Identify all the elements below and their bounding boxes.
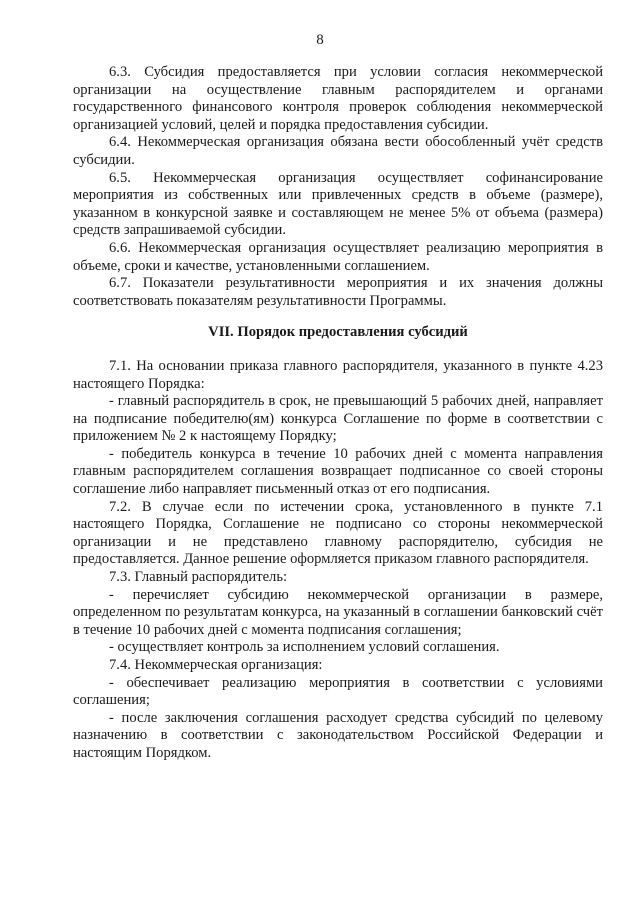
list-item-7-4-a: - обеспечивает реализацию мероприятия в соответствии с условиями соглашения; [73,674,603,709]
paragraph-7-1: 7.1. На основании приказа главного распорядителя, указанного в пункте 4.23 настоящего Порядка: [73,357,603,392]
paragraph-7-4: 7.4. Некоммерческая организация: [109,657,323,673]
list-item-7-3-b: - осуществляет контроль за исполнением условий соглашения. [109,639,500,656]
paragraph-6-4: 6.4. Некоммерческая организация обязана вести обособленный учёт средств субсидии. [73,134,603,168]
paragraph-6-6: 6.6. Некоммерческая организация осуществляет реализацию мероприятия в объеме, сроки и качестве, установленными соглашением. [73,239,603,274]
document-body [73,64,603,763]
paragraph-7-2: 7.2. В случае если по истечении срока, установленного в пункте 7.1 настоящего Порядка, Соглашение не подписано со стороны некоммерческой организации и не представлено главному распорядителю, субсидия не предоставляется. Данное решение оформляется приказом главного распорядителя. [73,498,603,568]
list-item-7-4-b: - после заключения соглашения расходует средства субсидий по целевому назначению в соответствии с законодательством Российской Федерации и настоящим Порядком. [73,709,603,761]
section-heading: VII. Порядок предоставления субсидий [208,324,468,341]
list-item-7-1-a: - главный распорядитель в срок, не превышающий 5 рабочих дней, направляет на подписание победителю(ям) конкурса Соглашение по форме в соответствии с приложением № 2 к настоящему Порядку; [73,393,603,445]
paragraph-6-3: 6.3. Субсидия предоставляется при условии согласия некоммерческой организации на осуществление главным распорядителем и органами государственного финансового контроля проверок соблюдения некоммерческой организацией условий, целей и порядка предоставления субсидии. [73,64,603,133]
list-item-7-1-b: - победитель конкурса в течение 10 рабочих дней с момента направления главным распорядителем соглашения возвращает подписанное со своей стороны соглашение либо направляет письменный отказ от его подписания. [73,445,603,498]
page-number: 8 [316,32,324,48]
paragraph-7-3: 7.3. Главный распорядитель: [109,569,288,586]
paragraph-6-7: 6.7. Показатели результативности мероприятия и их значения должны соответствовать показателям результативности Программы. [73,275,603,309]
paragraph-6-5: 6.5. Некоммерческая организация осуществляет софинансирование мероприятия из собственных или привлеченных средств в объеме (размере), указанном в конкурсной заявке и составляющем не менее 5% от объема (размера) средств запрашиваемой субсидии. [73,169,603,239]
list-item-7-3-a: - перечисляет субсидию некоммерческой организации в размере, определенном по результатам конкурса, на указанный в соглашении банковский счёт в течение 10 рабочих дней с момента подписания соглашения; [73,586,603,638]
